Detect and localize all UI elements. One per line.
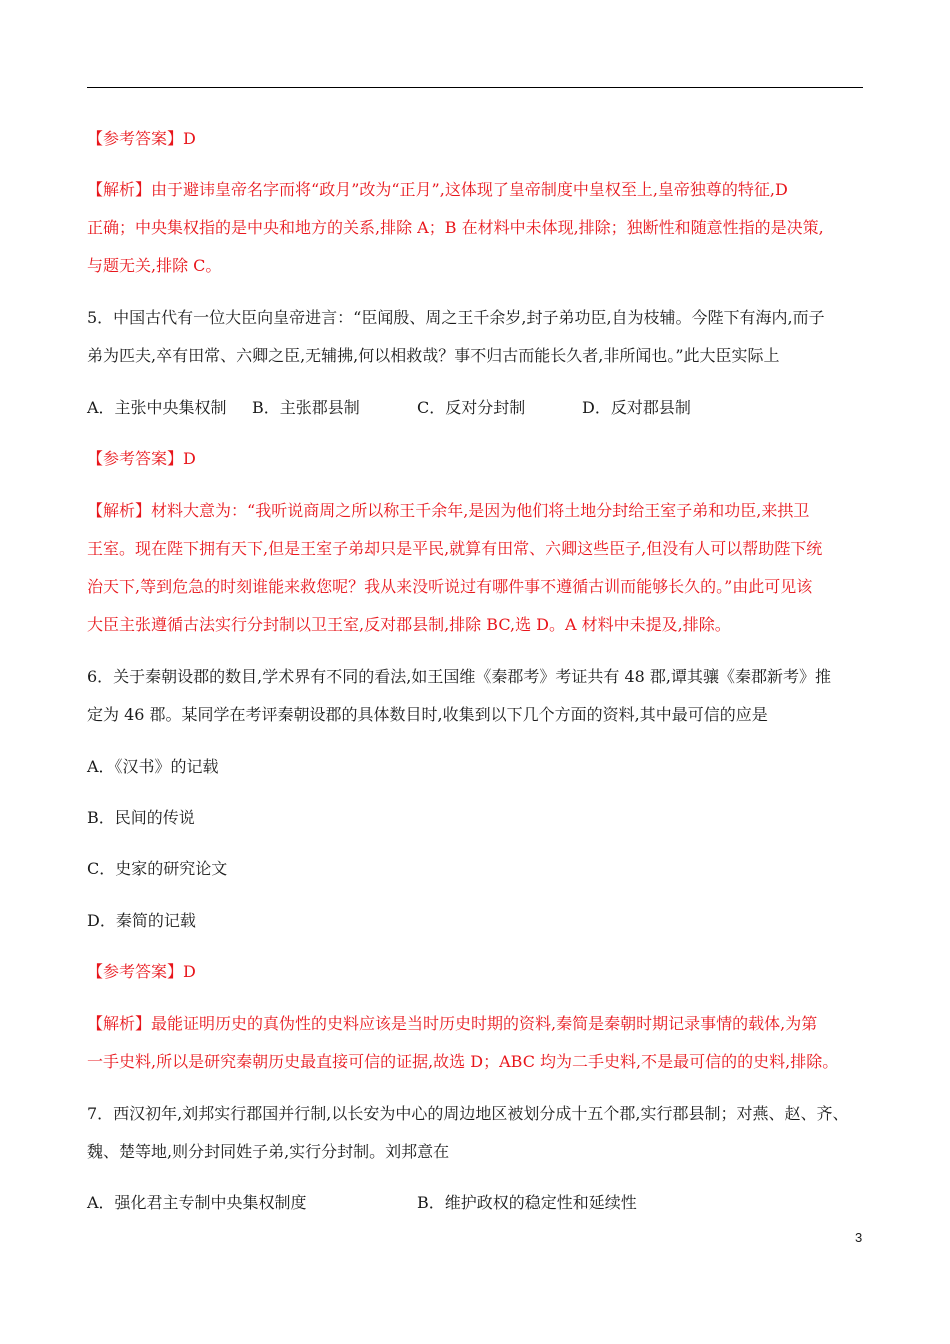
- q7-stem-line-1: 7．西汉初年,刘邦实行郡国并行制,以长安为中心的周边地区被划分成十五个郡,实行郡县制；对燕、赵、齐、: [87, 1104, 849, 1123]
- q5-option-a: A．主张中央集权制: [87, 398, 227, 417]
- answer-value: D: [183, 129, 196, 148]
- analysis-text: 材料大意为：“我听说商周之所以称王千余年,是因为他们将土地分封给王室子弟和功臣,来拱卫: [151, 501, 810, 520]
- q5-analysis-line-1: [87, 501, 809, 521]
- q4-answer: [87, 129, 196, 149]
- q7-option-b: B．维护政权的稳定性和延续性: [417, 1193, 637, 1212]
- answer-label: 【参考答案】: [87, 449, 184, 468]
- q6-answer: [87, 962, 196, 982]
- q4-analysis-line-1: [87, 180, 788, 200]
- q5-stem-line-1: 5．中国古代有一位大臣向皇帝进言：“臣闻殷、周之王千余岁,封子弟功臣,自为枝辅。今陛下有海内,而子: [87, 308, 825, 327]
- q4-analysis-line-3: 与题无关,排除 C。: [87, 256, 222, 275]
- q6-option-a: A．《汉书》的记载: [87, 757, 219, 776]
- header-rule: [87, 87, 863, 88]
- q5-answer: [87, 449, 196, 469]
- q6-option-c: C．史家的研究论文: [87, 859, 228, 878]
- analysis-label: 【解析】: [87, 1014, 152, 1033]
- analysis-text: 由于避讳皇帝名字而将“政月”改为“正月”,这体现了皇帝制度中皇权至上,皇帝独尊的特征,D: [151, 180, 788, 199]
- answer-value: D: [183, 962, 196, 981]
- q5-option-b: B．主张郡县制: [252, 398, 360, 417]
- q6-option-d: D．秦简的记载: [87, 911, 196, 930]
- q5-option-c: C．反对分封制: [417, 398, 526, 417]
- q4-analysis-line-2: 正确；中央集权指的是中央和地方的关系,排除 A；B 在材料中未体现,排除；独断性和随意性指的是决策,: [87, 218, 824, 237]
- q6-option-b: B．民间的传说: [87, 808, 195, 827]
- q7-option-a: A．强化君主专制中央集权制度: [87, 1193, 307, 1212]
- page-number: 3: [855, 1230, 863, 1245]
- analysis-text: 最能证明历史的真伪性的史料应该是当时历史时期的资料,秦简是秦朝时期记录事情的载体,为第: [151, 1014, 818, 1033]
- q6-stem-line-1: 6．关于秦朝设郡的数目,学术界有不同的看法,如王国维《秦郡考》考证共有 48 郡,谭其骧《秦郡新考》推: [87, 667, 831, 686]
- analysis-label: 【解析】: [87, 180, 152, 199]
- q5-analysis-line-3: 治天下,等到危急的时刻谁能来救您呢？我从来没听说过有哪件事不遵循古训而能够长久的。”由此可见该: [87, 577, 813, 596]
- q5-analysis-line-2: 王室。现在陛下拥有天下,但是王室子弟却只是平民,就算有田常、六卿这些臣子,但没有人可以帮助陛下统: [87, 539, 823, 558]
- q5-analysis-line-4: 大臣主张遵循古法实行分封制以卫王室,反对郡县制,排除 BC,选 D。A 材料中未提及,排除。: [87, 615, 731, 634]
- answer-label: 【参考答案】: [87, 962, 184, 981]
- q6-stem-line-2: 定为 46 郡。某同学在考评秦朝设郡的具体数目时,收集到以下几个方面的资料,其中最可信的应是: [87, 705, 768, 724]
- q5-option-d: D．反对郡县制: [582, 398, 691, 417]
- q6-analysis-line-1: [87, 1014, 817, 1034]
- answer-label: 【参考答案】: [87, 129, 184, 148]
- q7-stem-line-2: 魏、楚等地,则分封同姓子弟,实行分封制。刘邦意在: [87, 1142, 450, 1161]
- answer-value: D: [183, 449, 196, 468]
- analysis-label: 【解析】: [87, 501, 152, 520]
- q5-stem-line-2: 弟为匹夫,卒有田常、六卿之臣,无辅拂,何以相救哉？事不归古而能长久者,非所闻也。”此大臣实际上: [87, 346, 780, 365]
- q6-analysis-line-2: 一手史料,所以是研究秦朝历史最直接可信的证据,故选 D；ABC 均为二手史料,不是最可信的的史料,排除。: [87, 1052, 839, 1071]
